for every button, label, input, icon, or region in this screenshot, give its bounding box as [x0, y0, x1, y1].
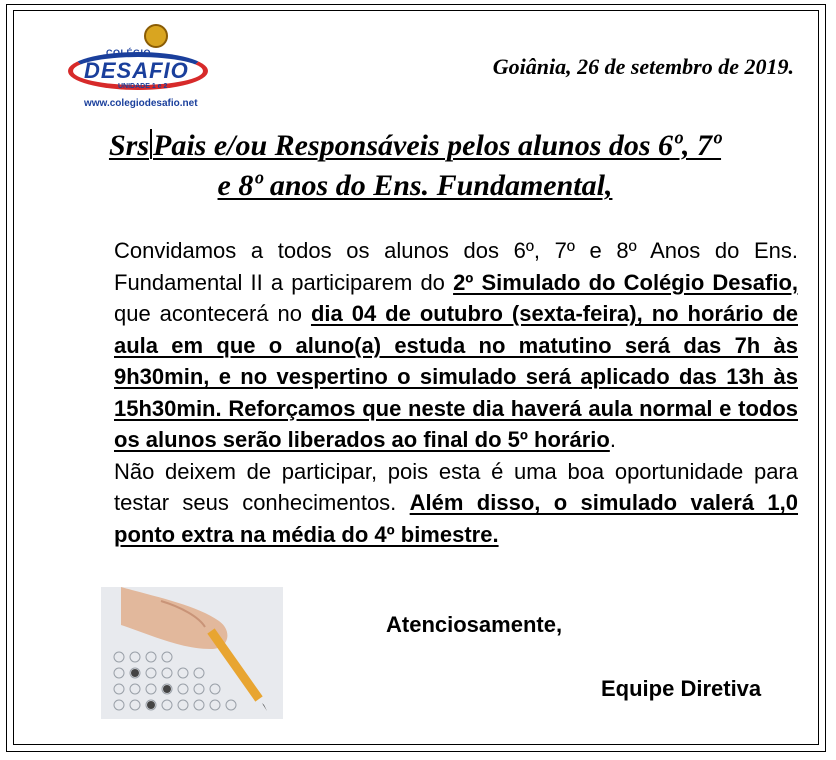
heading-line-1 [20, 126, 810, 166]
pencil-exam-photo [101, 587, 283, 719]
p1-text-e: . [609, 427, 616, 452]
p2-text-a: Não deixem de participar, pois esta é uma boa oportunidade para testar seus conhecimentos. [114, 458, 798, 515]
logo-small-title: COLÉGIO [106, 48, 152, 58]
logo-url: www.colegiodesafio.net [84, 98, 198, 109]
logo-seal-icon [144, 24, 168, 48]
letter-date: Goiânia, 26 de setembro de 2019. [492, 54, 794, 79]
logo-unit: UNIDADE 1 e 2 [118, 83, 168, 90]
p1-text-a: Convidamos a todos os alunos dos 6º, 7º e 8º Anos do Ens. Fundamental II a participarem do [114, 238, 798, 295]
heading-line-2-text: e 8º anos do Ens. Fundamental, [217, 169, 613, 202]
heading-line-1-text: Pais e/ou Responsáveis pelos alunos dos 6º, 7º [153, 129, 722, 162]
p1-schedule: dia 04 de outubro (sexta-feira), no horário de aula em que o aluno(a) estuda no matutino será das 7h às 9h30min, e no vespertino o simulado será aplicado das 13h às 15h30min. Reforçamos que neste dia haverá aula normal e todos os alunos serão liberados ao final do 5º horário [114, 301, 798, 452]
p2-extra-point: Além disso, o simulado valerá 1,0 ponto extra na média do 4º bimestre. [114, 490, 799, 547]
pencil-exam-illustration [101, 587, 283, 719]
heading-prefix: Srs [108, 129, 149, 162]
paragraph-2 [34, 456, 798, 551]
school-logo [68, 24, 210, 114]
p1-text-c: que acontecerá no [114, 301, 311, 326]
heading-line-2 [20, 166, 810, 206]
paragraph-1 [34, 235, 798, 456]
signature-text: Equipe Diretiva [601, 676, 762, 701]
text-cursor [150, 129, 152, 159]
p1-event-name: 2º Simulado do Colégio Desafio, [453, 269, 798, 295]
logo-brand: DESAFIO [84, 58, 189, 83]
closing-text: Atenciosamente, [386, 612, 563, 637]
letter-body [34, 235, 798, 550]
